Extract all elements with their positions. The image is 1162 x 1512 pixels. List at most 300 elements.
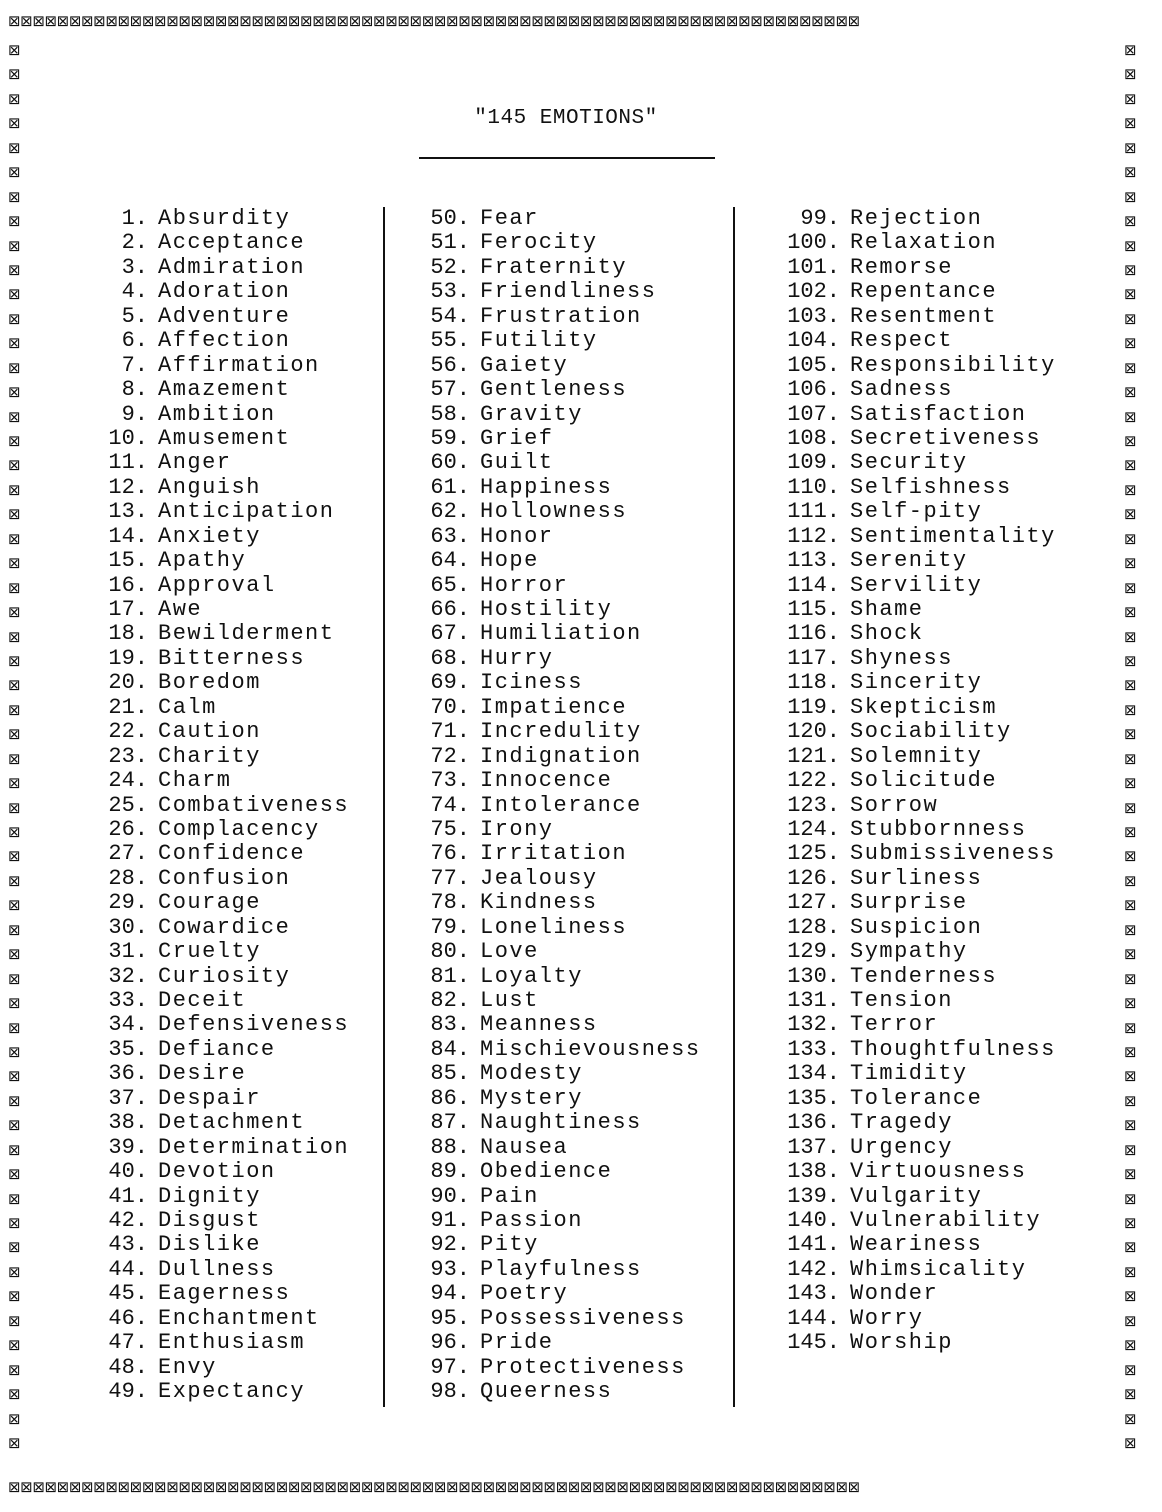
emotion-name: Gravity	[480, 401, 583, 427]
item-number: 75.	[430, 816, 470, 842]
item-number: 140.	[787, 1207, 840, 1233]
emotion-name: Bewilderment	[158, 621, 335, 647]
item-number: 69.	[430, 670, 470, 696]
emotion-name: Vulnerability	[850, 1207, 1042, 1233]
item-number: 46.	[108, 1305, 148, 1331]
list-item	[90, 1062, 349, 1086]
list-item	[408, 256, 701, 280]
emotion-name: Affirmation	[158, 352, 320, 378]
emotion-name: Solemnity	[850, 743, 983, 769]
page-title: "145 EMOTIONS"	[474, 107, 658, 130]
list-item	[764, 1233, 1056, 1257]
item-number: 72.	[430, 743, 470, 769]
list-item	[764, 207, 1056, 231]
item-number: 66.	[430, 597, 470, 622]
list-item	[90, 329, 349, 353]
emotion-name: Poetry	[480, 1281, 569, 1307]
emotion-name: Tragedy	[850, 1110, 953, 1136]
emotion-name: Impatience	[480, 694, 628, 720]
emotion-name: Fear	[480, 206, 539, 231]
list-item	[764, 696, 1056, 720]
emotion-column-1	[90, 207, 349, 1404]
item-number: 95.	[430, 1305, 470, 1331]
item-number: 116.	[787, 621, 840, 647]
list-item	[408, 1062, 701, 1086]
emotion-name: Expectancy	[158, 1379, 306, 1404]
item-number: 16.	[108, 572, 148, 598]
list-item	[764, 867, 1056, 891]
emotion-name: Amusement	[158, 425, 291, 451]
list-item	[408, 720, 701, 744]
list-item	[764, 818, 1056, 842]
emotion-name: Apathy	[158, 548, 247, 574]
list-item	[408, 500, 701, 524]
list-item	[764, 427, 1056, 451]
item-number: 20.	[108, 670, 148, 696]
emotion-name: Happiness	[480, 474, 613, 500]
item-number: 8.	[121, 377, 148, 403]
emotion-name: Remorse	[850, 254, 953, 280]
item-number: 59.	[430, 425, 470, 451]
emotion-name: Tenderness	[850, 963, 998, 989]
emotion-name: Dislike	[158, 1232, 261, 1258]
emotion-name: Defensiveness	[158, 1012, 350, 1038]
list-item	[90, 305, 349, 329]
list-item	[764, 794, 1056, 818]
list-item	[90, 1380, 349, 1404]
item-number: 76.	[430, 841, 470, 867]
emotion-name: Gentleness	[480, 377, 628, 403]
item-number: 135.	[787, 1085, 840, 1111]
item-number: 14.	[108, 523, 148, 549]
emotion-name: Solicitude	[850, 768, 998, 794]
list-item	[764, 1160, 1056, 1184]
list-item	[408, 1331, 701, 1355]
item-number: 133.	[787, 1036, 840, 1062]
emotion-name: Respect	[850, 328, 953, 354]
list-item	[90, 867, 349, 891]
list-item	[90, 378, 349, 402]
list-item	[764, 1307, 1056, 1331]
item-number: 13.	[108, 499, 148, 525]
list-item	[408, 427, 701, 451]
emotion-name: Rejection	[850, 206, 983, 231]
list-item	[408, 1282, 701, 1306]
item-number: 18.	[108, 621, 148, 647]
emotion-column-3	[764, 207, 1056, 1356]
emotion-column-2	[408, 207, 701, 1404]
emotion-name: Eagerness	[158, 1281, 291, 1307]
emotion-name: Nausea	[480, 1134, 569, 1160]
emotion-name: Desire	[158, 1061, 247, 1087]
item-number: 57.	[430, 377, 470, 403]
list-item	[408, 1136, 701, 1160]
list-item	[764, 940, 1056, 964]
item-number: 47.	[108, 1330, 148, 1356]
item-number: 109.	[787, 450, 840, 476]
item-number: 61.	[430, 474, 470, 500]
list-item	[764, 403, 1056, 427]
item-number: 9.	[121, 401, 148, 427]
item-number: 114.	[787, 572, 840, 598]
emotion-name: Shyness	[850, 645, 953, 671]
item-number: 36.	[108, 1061, 148, 1087]
list-item	[764, 745, 1056, 769]
title-underline	[419, 157, 715, 159]
list-item	[408, 818, 701, 842]
item-number: 3.	[121, 254, 148, 280]
list-item	[408, 1307, 701, 1331]
item-number: 5.	[121, 303, 148, 329]
emotion-name: Despair	[158, 1085, 261, 1111]
list-item	[90, 549, 349, 573]
list-item	[764, 989, 1056, 1013]
item-number: 107.	[787, 401, 840, 427]
item-number: 118.	[787, 670, 840, 696]
emotion-name: Absurdity	[158, 206, 291, 231]
list-item	[408, 842, 701, 866]
emotion-name: Fraternity	[480, 254, 628, 280]
item-number: 102.	[787, 279, 840, 305]
list-item	[764, 965, 1056, 989]
emotion-name: Kindness	[480, 890, 598, 916]
item-number: 122.	[787, 768, 840, 794]
item-number: 127.	[787, 890, 840, 916]
item-number: 32.	[108, 963, 148, 989]
emotion-name: Ambition	[158, 401, 276, 427]
emotion-name: Hope	[480, 548, 539, 574]
emotion-name: Whimsicality	[850, 1256, 1027, 1282]
item-number: 37.	[108, 1085, 148, 1111]
item-number: 129.	[787, 939, 840, 965]
list-item	[408, 378, 701, 402]
item-number: 143.	[787, 1281, 840, 1307]
list-item	[764, 1185, 1056, 1209]
emotion-name: Guilt	[480, 450, 554, 476]
emotion-name: Repentance	[850, 279, 998, 305]
list-item	[408, 280, 701, 304]
emotion-name: Deceit	[158, 988, 247, 1013]
list-item	[90, 1160, 349, 1184]
item-number: 58.	[430, 401, 470, 427]
emotion-name: Secretiveness	[850, 425, 1042, 451]
item-number: 124.	[787, 816, 840, 842]
item-number: 136.	[787, 1110, 840, 1136]
item-number: 137.	[787, 1134, 840, 1160]
emotion-name: Obedience	[480, 1159, 613, 1185]
emotion-name: Envy	[158, 1354, 217, 1380]
item-number: 104.	[787, 328, 840, 354]
list-item	[90, 1233, 349, 1257]
list-item	[90, 598, 349, 622]
item-number: 141.	[787, 1232, 840, 1258]
item-number: 123.	[787, 792, 840, 818]
emotion-name: Bitterness	[158, 645, 306, 671]
list-item	[408, 794, 701, 818]
item-number: 121.	[787, 743, 840, 769]
emotion-name: Serenity	[850, 548, 968, 574]
list-item	[764, 1331, 1056, 1355]
item-number: 125.	[787, 841, 840, 867]
item-number: 34.	[108, 1012, 148, 1038]
emotion-name: Mystery	[480, 1085, 583, 1111]
emotion-name: Servility	[850, 572, 983, 598]
item-number: 4.	[121, 279, 148, 305]
item-number: 29.	[108, 890, 148, 916]
right-border: ⊠ ⊠ ⊠ ⊠ ⊠ ⊠ ⊠ ⊠ ⊠ ⊠ ⊠ ⊠ ⊠ ⊠ ⊠ ⊠ ⊠ ⊠ ⊠ ⊠ ⊠ ⊠ ⊠ ⊠ ⊠ ⊠ ⊠ ⊠ ⊠ ⊠ ⊠ ⊠ ⊠ ⊠ ⊠ ⊠ ⊠ ⊠ ⊠ ⊠ ⊠ ⊠ ⊠ ⊠ ⊠ ⊠ ⊠ ⊠ ⊠ ⊠ ⊠ ⊠ ⊠ ⊠ ⊠ ⊠ ⊠ ⊠	[1124, 41, 1137, 1452]
item-number: 64.	[430, 548, 470, 574]
list-item	[90, 647, 349, 671]
item-number: 49.	[108, 1379, 148, 1404]
item-number: 96.	[430, 1330, 470, 1356]
left-border: ⊠ ⊠ ⊠ ⊠ ⊠ ⊠ ⊠ ⊠ ⊠ ⊠ ⊠ ⊠ ⊠ ⊠ ⊠ ⊠ ⊠ ⊠ ⊠ ⊠ ⊠ ⊠ ⊠ ⊠ ⊠ ⊠ ⊠ ⊠ ⊠ ⊠ ⊠ ⊠ ⊠ ⊠ ⊠ ⊠ ⊠ ⊠ ⊠ ⊠ ⊠ ⊠ ⊠ ⊠ ⊠ ⊠ ⊠ ⊠ ⊠ ⊠ ⊠ ⊠ ⊠ ⊠ ⊠ ⊠ ⊠ ⊠	[8, 41, 21, 1452]
list-item	[90, 354, 349, 378]
item-number: 42.	[108, 1207, 148, 1233]
item-number: 142.	[787, 1256, 840, 1282]
emotion-name: Horror	[480, 572, 569, 598]
emotion-name: Calm	[158, 694, 217, 720]
emotion-name: Awe	[158, 597, 203, 622]
emotion-name: Hurry	[480, 645, 554, 671]
emotion-name: Wonder	[850, 1281, 939, 1307]
emotion-name: Courage	[158, 890, 261, 916]
emotion-name: Iciness	[480, 670, 583, 696]
item-number: 132.	[787, 1012, 840, 1038]
emotion-name: Enchantment	[158, 1305, 320, 1331]
emotion-name: Friendliness	[480, 279, 657, 305]
emotion-name: Hollowness	[480, 499, 628, 525]
emotion-name: Hostility	[480, 597, 613, 622]
list-item	[408, 598, 701, 622]
item-number: 108.	[787, 425, 840, 451]
emotion-name: Queerness	[480, 1379, 613, 1404]
emotion-name: Security	[850, 450, 968, 476]
list-item	[764, 549, 1056, 573]
item-number: 100.	[787, 230, 840, 256]
list-item	[90, 1013, 349, 1037]
emotion-name: Possessiveness	[480, 1305, 686, 1331]
item-number: 82.	[430, 988, 470, 1013]
list-item	[764, 451, 1056, 475]
emotion-name: Terror	[850, 1012, 939, 1038]
list-item	[90, 696, 349, 720]
item-number: 26.	[108, 816, 148, 842]
list-item	[408, 1038, 701, 1062]
list-item	[408, 940, 701, 964]
item-number: 84.	[430, 1036, 470, 1062]
item-number: 17.	[108, 597, 148, 622]
list-item	[90, 1038, 349, 1062]
item-number: 35.	[108, 1036, 148, 1062]
emotion-name: Complacency	[158, 816, 320, 842]
item-number: 38.	[108, 1110, 148, 1136]
item-number: 85.	[430, 1061, 470, 1087]
list-item	[90, 818, 349, 842]
emotion-name: Sympathy	[850, 939, 968, 965]
list-item	[408, 1209, 701, 1233]
list-item	[90, 989, 349, 1013]
item-number: 145.	[787, 1330, 840, 1356]
item-number: 115.	[787, 597, 840, 622]
list-item	[90, 1307, 349, 1331]
item-number: 48.	[108, 1354, 148, 1380]
item-number: 12.	[108, 474, 148, 500]
list-item	[408, 867, 701, 891]
item-number: 71.	[430, 719, 470, 745]
item-number: 15.	[108, 548, 148, 574]
emotion-name: Shock	[850, 621, 924, 647]
list-item	[90, 1111, 349, 1135]
item-number: 130.	[787, 963, 840, 989]
item-number: 88.	[430, 1134, 470, 1160]
item-number: 101.	[787, 254, 840, 280]
emotion-name: Shame	[850, 597, 924, 622]
item-number: 87.	[430, 1110, 470, 1136]
list-item	[408, 207, 701, 231]
emotion-name: Acceptance	[158, 230, 306, 256]
item-number: 98.	[430, 1379, 470, 1404]
item-number: 106.	[787, 377, 840, 403]
emotion-name: Tolerance	[850, 1085, 983, 1111]
emotion-name: Anguish	[158, 474, 261, 500]
emotion-name: Admiration	[158, 254, 306, 280]
emotion-name: Modesty	[480, 1061, 583, 1087]
list-item	[90, 451, 349, 475]
list-item	[764, 1282, 1056, 1306]
emotion-name: Intolerance	[480, 792, 642, 818]
item-number: 81.	[430, 963, 470, 989]
item-number: 126.	[787, 865, 840, 891]
emotion-name: Gaiety	[480, 352, 569, 378]
list-item	[90, 500, 349, 524]
list-item	[90, 1258, 349, 1282]
item-number: 44.	[108, 1256, 148, 1282]
list-item	[90, 622, 349, 646]
list-item	[90, 427, 349, 451]
item-number: 103.	[787, 303, 840, 329]
emotion-name: Pity	[480, 1232, 539, 1258]
item-number: 43.	[108, 1232, 148, 1258]
emotion-name: Protectiveness	[480, 1354, 686, 1380]
emotion-name: Worship	[850, 1330, 953, 1356]
item-number: 45.	[108, 1281, 148, 1307]
emotion-name: Irritation	[480, 841, 628, 867]
emotion-name: Responsibility	[850, 352, 1056, 378]
emotion-name: Sadness	[850, 377, 953, 403]
emotion-name: Defiance	[158, 1036, 276, 1062]
list-item	[408, 354, 701, 378]
item-number: 10.	[108, 425, 148, 451]
list-item	[90, 842, 349, 866]
list-item	[90, 671, 349, 695]
emotion-name: Anticipation	[158, 499, 335, 525]
item-number: 131.	[787, 988, 840, 1013]
list-item	[764, 647, 1056, 671]
list-item	[408, 549, 701, 573]
item-number: 128.	[787, 914, 840, 940]
emotion-name: Pride	[480, 1330, 554, 1356]
emotion-name: Affection	[158, 328, 291, 354]
list-item	[408, 1111, 701, 1135]
item-number: 23.	[108, 743, 148, 769]
item-number: 50.	[430, 206, 470, 231]
emotion-name: Irony	[480, 816, 554, 842]
item-number: 6.	[121, 328, 148, 354]
emotion-name: Pain	[480, 1183, 539, 1209]
list-item	[764, 891, 1056, 915]
list-item	[764, 720, 1056, 744]
list-item	[90, 745, 349, 769]
item-number: 11.	[108, 450, 148, 476]
list-item	[90, 574, 349, 598]
list-item	[90, 403, 349, 427]
item-number: 74.	[430, 792, 470, 818]
emotion-name: Combativeness	[158, 792, 350, 818]
emotion-name: Resentment	[850, 303, 998, 329]
item-number: 110.	[787, 474, 840, 500]
emotion-name: Loneliness	[480, 914, 628, 940]
item-number: 73.	[430, 768, 470, 794]
list-item	[764, 1038, 1056, 1062]
emotion-name: Sociability	[850, 719, 1012, 745]
list-item	[90, 1185, 349, 1209]
item-number: 41.	[108, 1183, 148, 1209]
list-item	[764, 329, 1056, 353]
emotion-name: Stubbornness	[850, 816, 1027, 842]
emotion-name: Determination	[158, 1134, 350, 1160]
emotion-name: Lust	[480, 988, 539, 1013]
item-number: 91.	[430, 1207, 470, 1233]
emotion-name: Selfishness	[850, 474, 1012, 500]
emotion-name: Surliness	[850, 865, 983, 891]
emotion-name: Timidity	[850, 1061, 968, 1087]
emotion-name: Relaxation	[850, 230, 998, 256]
item-number: 63.	[430, 523, 470, 549]
column-divider-1	[383, 207, 385, 1407]
item-number: 52.	[430, 254, 470, 280]
list-item	[408, 965, 701, 989]
item-number: 119.	[787, 694, 840, 720]
list-item	[408, 1087, 701, 1111]
item-number: 112.	[787, 523, 840, 549]
item-number: 92.	[430, 1232, 470, 1258]
item-number: 25.	[108, 792, 148, 818]
list-item	[408, 1380, 701, 1404]
list-item	[764, 1087, 1056, 1111]
item-number: 86.	[430, 1085, 470, 1111]
item-number: 27.	[108, 841, 148, 867]
list-item	[764, 598, 1056, 622]
item-number: 1.	[121, 206, 148, 231]
item-number: 51.	[430, 230, 470, 256]
list-item	[408, 647, 701, 671]
list-item	[90, 525, 349, 549]
emotion-name: Meanness	[480, 1012, 598, 1038]
list-item	[764, 305, 1056, 329]
item-number: 28.	[108, 865, 148, 891]
item-number: 94.	[430, 1281, 470, 1307]
item-number: 99.	[800, 206, 840, 231]
list-item	[90, 769, 349, 793]
emotion-name: Loyalty	[480, 963, 583, 989]
list-item	[764, 1136, 1056, 1160]
list-item	[764, 671, 1056, 695]
list-item	[764, 769, 1056, 793]
list-item	[764, 378, 1056, 402]
list-item	[90, 1136, 349, 1160]
list-item	[408, 451, 701, 475]
item-number: 97.	[430, 1354, 470, 1380]
